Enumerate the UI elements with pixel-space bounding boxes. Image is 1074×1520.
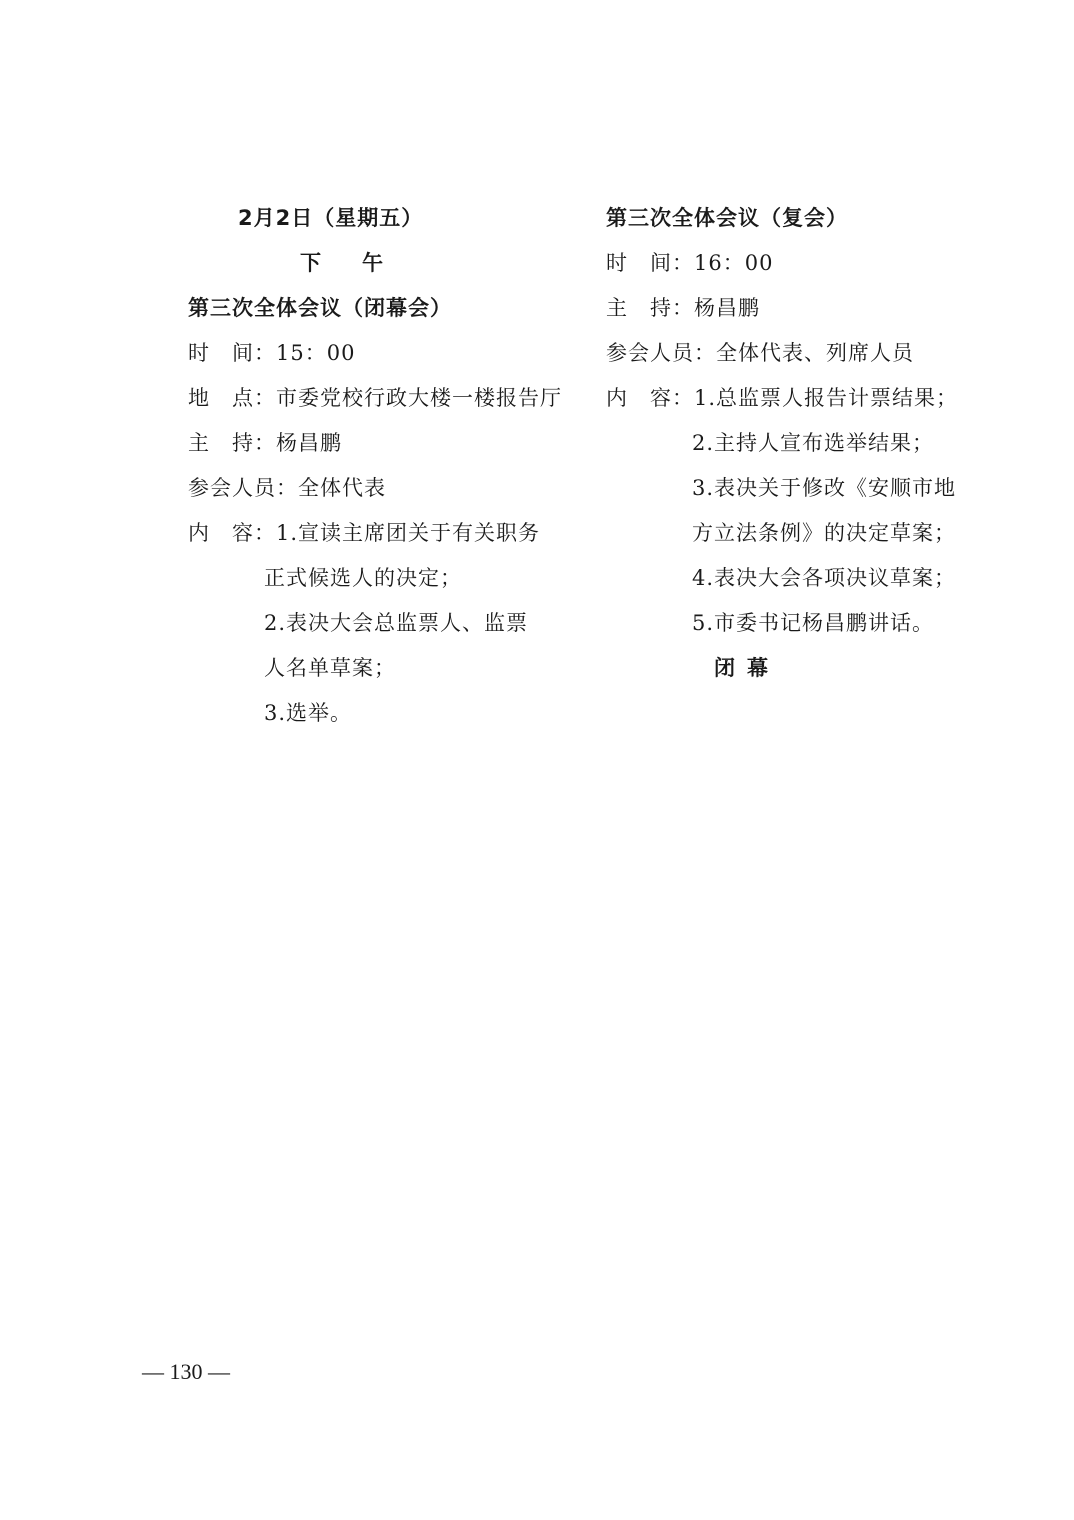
agenda-item-1: 1.宣读主席团关于有关职务 xyxy=(276,521,541,545)
content-line xyxy=(606,376,966,421)
agenda-item-2-cont: 人名单草案； xyxy=(264,656,396,680)
time-line: 时 间：16：00 xyxy=(606,251,774,275)
agenda-item-1: 1.总监票人报告计票结果； xyxy=(694,386,959,410)
agenda-item-3: 3.表决关于修改《安顺市地 xyxy=(692,476,957,500)
attendees-line: 参会人员：全体代表、列席人员 xyxy=(606,341,914,365)
agenda-item-5: 5.市委书记杨昌鹏讲话。 xyxy=(692,611,935,635)
time-line: 时 间：15：00 xyxy=(188,341,356,365)
content-label: 内 容： xyxy=(606,386,694,410)
agenda-item-3-cont: 方立法条例》的决定草案； xyxy=(692,521,956,545)
page-number: — 130 — xyxy=(142,1359,230,1384)
agenda-item-4: 4.表决大会各项决议草案； xyxy=(692,566,957,590)
host-line: 主 持：杨昌鹏 xyxy=(606,296,760,320)
content-line xyxy=(188,511,588,556)
location-line: 地 点：市委党校行政大楼一楼报告厅 xyxy=(188,386,562,410)
session-title-resumed-meeting: 第三次全体会议（复会） xyxy=(606,206,848,230)
session-title-closing-meeting: 第三次全体会议（闭幕会） xyxy=(188,296,452,320)
period-heading: 下 午 xyxy=(300,251,393,275)
content-label: 内 容： xyxy=(188,521,276,545)
agenda-item-3: 3.选举。 xyxy=(264,701,353,725)
agenda-item-2: 2.主持人宣布选举结果； xyxy=(692,431,935,455)
left-column xyxy=(188,196,588,736)
host-line: 主 持：杨昌鹏 xyxy=(188,431,342,455)
attendees-line: 参会人员：全体代表 xyxy=(188,476,386,500)
right-column xyxy=(606,196,966,691)
agenda-item-1-cont: 正式候选人的决定； xyxy=(264,566,462,590)
closing-heading: 闭幕 xyxy=(714,656,780,680)
agenda-item-2: 2.表决大会总监票人、监票 xyxy=(264,611,529,635)
date-heading: 2月2日（星期五） xyxy=(238,206,424,230)
